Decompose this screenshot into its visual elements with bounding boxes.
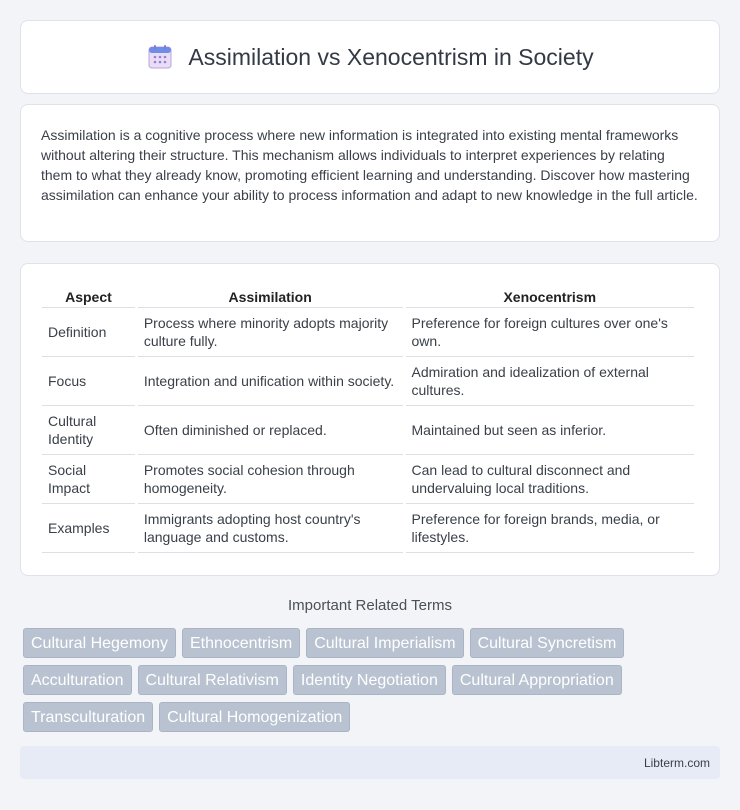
tag-cultural-syncretism[interactable]: Cultural Syncretism xyxy=(470,628,625,658)
row-aspect: Definition xyxy=(42,308,135,357)
footer-site-link[interactable]: Libterm.com xyxy=(643,755,710,770)
calendar-icon xyxy=(146,43,174,71)
page-title: Assimilation vs Xenocentrism in Society xyxy=(188,43,594,70)
comparison-table xyxy=(39,284,697,553)
header-aspect: Aspect xyxy=(42,284,135,308)
table-row xyxy=(42,308,694,357)
footer xyxy=(20,746,720,779)
table-row xyxy=(42,504,694,553)
comparison-table-card xyxy=(20,263,720,576)
tag-ethnocentrism[interactable]: Ethnocentrism xyxy=(182,628,300,658)
related-terms-tags xyxy=(23,628,723,732)
tag-acculturation[interactable]: Acculturation xyxy=(23,665,132,695)
tag-transculturation[interactable]: Transculturation xyxy=(23,702,153,732)
intro-paragraph: Assimilation is a cognitive process where new information is integrated into existing mental frameworks without altering their structure. This mechanism allows individuals to interpret experiences by relating them to what they already know, promoting efficient learning and understanding. Discover how mastering assimilation can enhance your ability to process information and adapt to new knowledge in the full article. xyxy=(41,127,698,203)
row-aspect: Social Impact xyxy=(42,455,135,504)
header-assimilation: Assimilation xyxy=(138,284,403,308)
title-wrap xyxy=(146,43,593,71)
row-xenocentrism: Maintained but seen as inferior. xyxy=(406,406,694,455)
row-assimilation: Immigrants adopting host country's language and customs. xyxy=(138,504,403,553)
row-aspect: Examples xyxy=(42,504,135,553)
table-row xyxy=(42,455,694,504)
row-xenocentrism: Can lead to cultural disconnect and undervaluing local traditions. xyxy=(406,455,694,504)
row-assimilation: Promotes social cohesion through homogeneity. xyxy=(138,455,403,504)
row-assimilation: Often diminished or replaced. xyxy=(138,406,403,455)
tag-identity-negotiation[interactable]: Identity Negotiation xyxy=(293,665,446,695)
header-xenocentrism: Xenocentrism xyxy=(406,284,694,308)
row-aspect: Cultural Identity xyxy=(42,406,135,455)
header-card xyxy=(20,20,720,94)
table-row xyxy=(42,406,694,455)
row-assimilation: Process where minority adopts majority culture fully. xyxy=(138,308,403,357)
tag-cultural-hegemony[interactable]: Cultural Hegemony xyxy=(23,628,176,658)
row-aspect: Focus xyxy=(42,357,135,406)
tag-cultural-appropriation[interactable]: Cultural Appropriation xyxy=(452,665,622,695)
row-assimilation: Integration and unification within society. xyxy=(138,357,403,406)
table-row xyxy=(42,357,694,406)
table-header-row xyxy=(42,284,694,308)
tag-cultural-homogenization[interactable]: Cultural Homogenization xyxy=(159,702,350,732)
tag-cultural-relativism[interactable]: Cultural Relativism xyxy=(138,665,287,695)
related-terms-title: Important Related Terms xyxy=(288,597,452,614)
row-xenocentrism: Preference for foreign brands, media, or lifestyles. xyxy=(406,504,694,553)
intro-card xyxy=(20,104,720,242)
row-xenocentrism: Admiration and idealization of external cultures. xyxy=(406,357,694,406)
tag-cultural-imperialism[interactable]: Cultural Imperialism xyxy=(306,628,463,658)
row-xenocentrism: Preference for foreign cultures over one's own. xyxy=(406,308,694,357)
